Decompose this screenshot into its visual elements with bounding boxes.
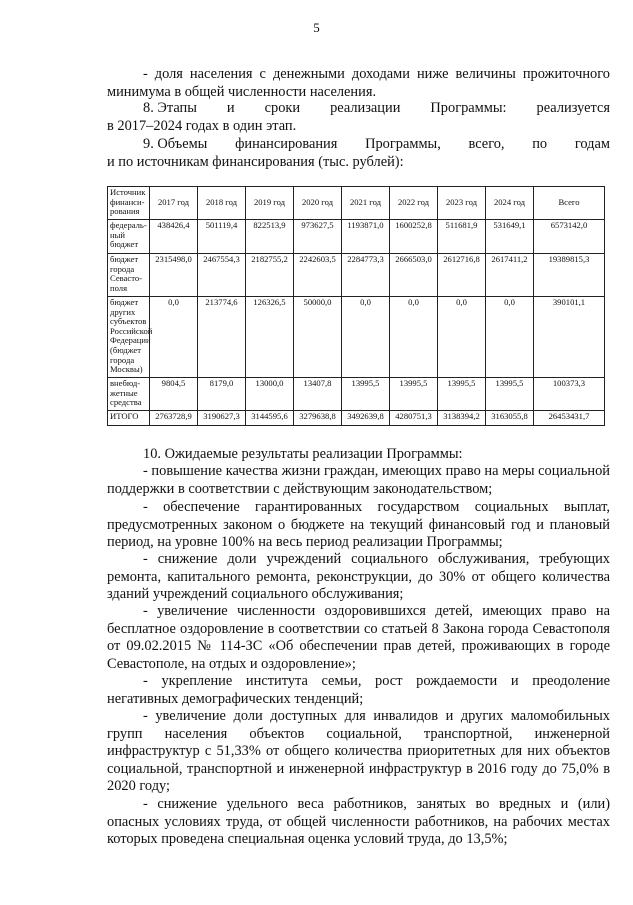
header-cell: 2017 год (150, 187, 198, 220)
header-cell: 2019 год (246, 187, 294, 220)
table-cell: 438426,4 (150, 220, 198, 254)
table-cell: 3144595,6 (246, 411, 294, 426)
table-cell: 3138394,2 (438, 411, 486, 426)
table-row (108, 378, 605, 411)
row-label: внебюд-жетные средства (108, 378, 150, 411)
table-cell: 2666503,0 (390, 254, 438, 297)
table-cell: 1193871,0 (342, 220, 390, 254)
header-cell: 2023 год (438, 187, 486, 220)
table-cell: 100373,3 (534, 378, 605, 411)
header-cell: 2024 год (486, 187, 534, 220)
result-item: - снижение доли учреждений социального обслуживания, требующих ремонта, капитального ремонта, реконструкции, до 30% от общего количества зданий учреждений социального обслуживания; (107, 551, 610, 603)
table-cell: 2763728,9 (150, 411, 198, 426)
header-cell: Всего (534, 187, 605, 220)
table-cell: 13000,0 (246, 378, 294, 411)
table-row (108, 254, 605, 297)
table-cell: 13995,5 (342, 378, 390, 411)
result-item: - увеличение численности оздоровившихся детей, имеющих право на бесплатное оздоровление в соответствии со статьей 8 Закона города Севастополя от 09.02.2015 № 114-ЗС «Об обеспечении прав детей, проживающих в городе Севастополе, на отдых и оздоровление»; (107, 603, 610, 672)
section8-text: в 2017–2024 годах в один этап. (107, 118, 297, 134)
table-cell: 13995,5 (438, 378, 486, 411)
table-cell: 2315498,0 (150, 254, 198, 297)
result-item: - повышение качества жизни граждан, имеющих право на меры социальной поддержки в соответствии с действующим законодательством; (107, 463, 610, 497)
table-cell: 2617411,2 (486, 254, 534, 297)
header-cell: Источник финанси-рования (108, 187, 150, 220)
table-cell: 26453431,7 (534, 411, 605, 426)
table-cell: 0,0 (390, 297, 438, 378)
table-cell: 0,0 (438, 297, 486, 378)
table-cell: 2284773,3 (342, 254, 390, 297)
table-cell: 501119,4 (198, 220, 246, 254)
financing-table (107, 186, 605, 426)
table-cell: 4280751,3 (390, 411, 438, 426)
table-cell: 13995,5 (390, 378, 438, 411)
table-cell: 1600252,8 (390, 220, 438, 254)
table-cell: 213774,6 (198, 297, 246, 378)
header-cell: 2018 год (198, 187, 246, 220)
table-cell: 511681,9 (438, 220, 486, 254)
section10-heading: 10. Ожидаемые результаты реализации Программы: (143, 446, 463, 462)
table-cell: 3279638,8 (294, 411, 342, 426)
table-cell: 8179,0 (198, 378, 246, 411)
table-cell: 2182755,2 (246, 254, 294, 297)
header-cell: 2022 год (390, 187, 438, 220)
row-label: бюджет других субъектов Российской Федерации (бюджет города Москвы) (108, 297, 150, 378)
table-cell: 0,0 (486, 297, 534, 378)
table-cell: 13407,8 (294, 378, 342, 411)
table-cell: 126326,5 (246, 297, 294, 378)
row-label: ИТОГО (108, 411, 150, 426)
table-cell: 973627,5 (294, 220, 342, 254)
table-cell: 50000,0 (294, 297, 342, 378)
table-cell: 0,0 (342, 297, 390, 378)
table-cell: 0,0 (150, 297, 198, 378)
table-cell: 390101,1 (534, 297, 605, 378)
intro-bullet: - доля населения с денежными доходами ниже величины прожиточного минимума в общей численности населения. (107, 66, 610, 100)
table-cell: 3492639,8 (342, 411, 390, 426)
table-cell: 2612716,8 (438, 254, 486, 297)
result-item: - снижение удельного веса работников, занятых во вредных и (или) опасных условиях труда, от общей численности работников, на рабочих местах которых проведена специальная оценка условий труда, до 13,5%; (107, 796, 610, 848)
table-row-total (108, 411, 605, 426)
result-item: - укрепление института семьи, рост рождаемости и преодоление негативных демографических тенденций; (107, 673, 610, 707)
result-item: - увеличение доли доступных для инвалидов и других маломобильных групп населения объектов социальной, транспортной, инженерной инфраструктур с 51,33% от общего количества приоритетных для них объектов социальной, транспортной и инженерной инфраструктур в 2016 году до 75,0% в 2020 году; (107, 708, 610, 795)
result-item: - обеспечение гарантированных государством социальных выплат, предусмотренных законом о бюджете на текущий финансовый год и плановый период, на уровне 100% на весь период реализации Программы; (107, 499, 610, 551)
table-cell: 9804,5 (150, 378, 198, 411)
table-cell: 6573142,0 (534, 220, 605, 254)
row-label: федераль-ный бюджет (108, 220, 150, 254)
table-cell: 2467554,3 (198, 254, 246, 297)
table-header-row (108, 187, 605, 220)
table-cell: 822513,9 (246, 220, 294, 254)
table-cell: 3190627,3 (198, 411, 246, 426)
section9-heading: 9. Объемы финансирования Программы, всего, по годам (143, 136, 610, 152)
table-row (108, 297, 605, 378)
table-cell: 13995,5 (486, 378, 534, 411)
table-cell: 3163055,8 (486, 411, 534, 426)
header-cell: 2021 год (342, 187, 390, 220)
table-cell: 2242603,5 (294, 254, 342, 297)
table-cell: 531649,1 (486, 220, 534, 254)
section8-heading: 8. Этапы и сроки реализации Программы: реализуется (143, 100, 610, 116)
header-cell: 2020 год (294, 187, 342, 220)
section9-text: и по источникам финансирования (тыс. рублей): (107, 154, 404, 170)
table-row (108, 220, 605, 254)
page-number: 5 (313, 20, 320, 35)
row-label: бюджет города Севасто-поля (108, 254, 150, 297)
table-cell: 19389815,3 (534, 254, 605, 297)
